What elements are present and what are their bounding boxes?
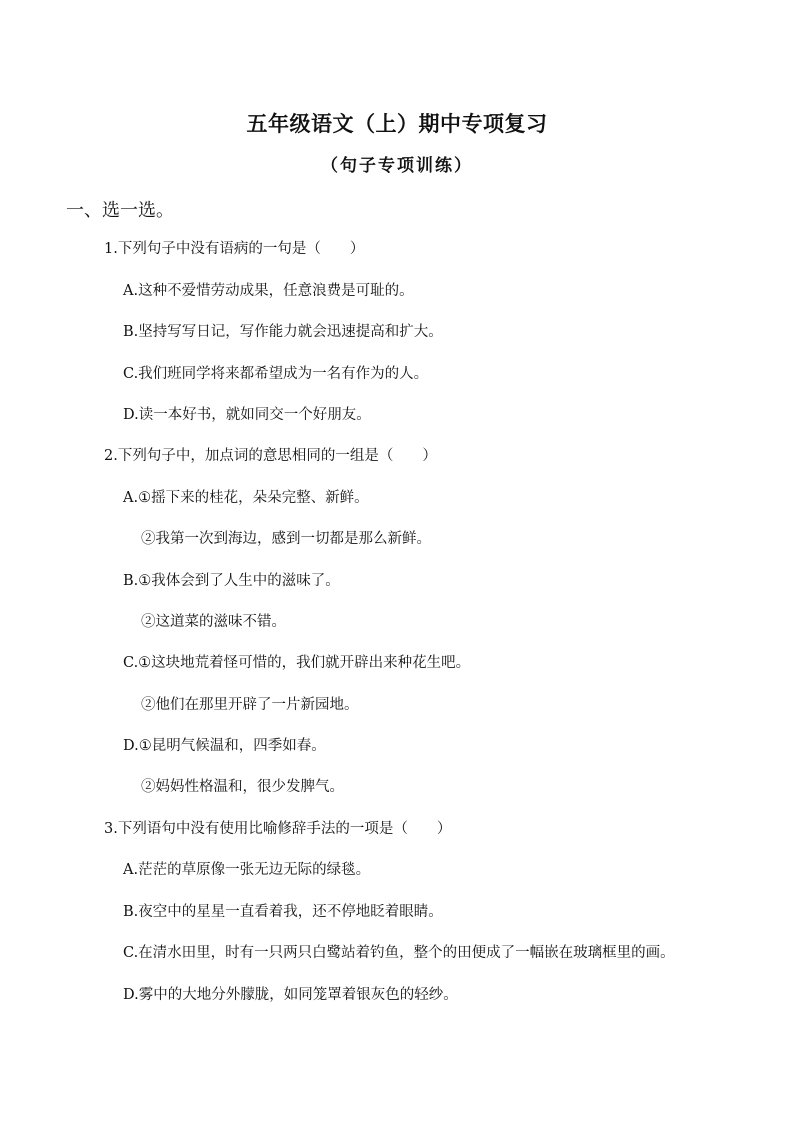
question-1-option-a: A.这种不爱惜劳动成果，任意浪费是可耻的。	[123, 283, 414, 299]
question-3-option-d: D.雾中的大地分外朦胧，如同笼罩着银灰色的轻纱。	[123, 987, 458, 1003]
question-3-option-c: C.在清水田里，时有一只两只白鹭站着钓鱼，整个的田便成了一幅嵌在玻璃框里的画。	[123, 945, 675, 961]
question-2-option-a-first: A.①摇下来的桂花，朵朵完整、新鲜。	[123, 490, 369, 506]
question-2-option-d-second: ②妈妈性格温和，很少发脾气。	[141, 779, 344, 795]
question-1-option-c: C.我们班同学将来都希望成为一名有作为的人。	[123, 366, 429, 382]
page-subtitle: （句子专项训练）	[321, 156, 473, 176]
question-2-option-a-second: ②我第一次到海边，感到一切都是那么新鲜。	[141, 531, 431, 547]
question-2-option-b-first: B.①我体会到了人生中的滋味了。	[123, 573, 340, 589]
question-2-option-c-second: ②他们在那里开辟了一片新园地。	[141, 697, 359, 713]
question-1-option-b: B.坚持写写日记，写作能力就会迅速提高和扩大。	[123, 324, 443, 340]
question-3-option-b: B.夜空中的星星一直看着我，还不停地眨着眼睛。	[123, 904, 443, 920]
section-heading: 一、选一选。	[66, 200, 174, 221]
question-1-stem: 1.下列句子中没有语病的一句是（ ）	[104, 241, 365, 257]
question-2-option-c-first: C.①这块地荒着怪可惜的，我们就开辟出来种花生吧。	[123, 655, 471, 671]
question-3-option-a: A.茫茫的草原像一张无边无际的绿毯。	[123, 862, 371, 878]
question-1-option-d: D.读一本好书，就如同交一个好朋友。	[123, 407, 371, 423]
question-2-option-b-second: ②这道菜的滋味不错。	[141, 614, 286, 630]
page-title: 五年级语文（上）期中专项复习	[246, 112, 548, 136]
question-2-option-d-first: D.①昆明气候温和，四季如春。	[123, 738, 326, 754]
question-3-stem: 3.下列语句中没有使用比喻修辞手法的一项是（ ）	[104, 821, 452, 837]
question-2-stem: 2.下列句子中，加点词的意思相同的一组是（ ）	[104, 448, 437, 464]
